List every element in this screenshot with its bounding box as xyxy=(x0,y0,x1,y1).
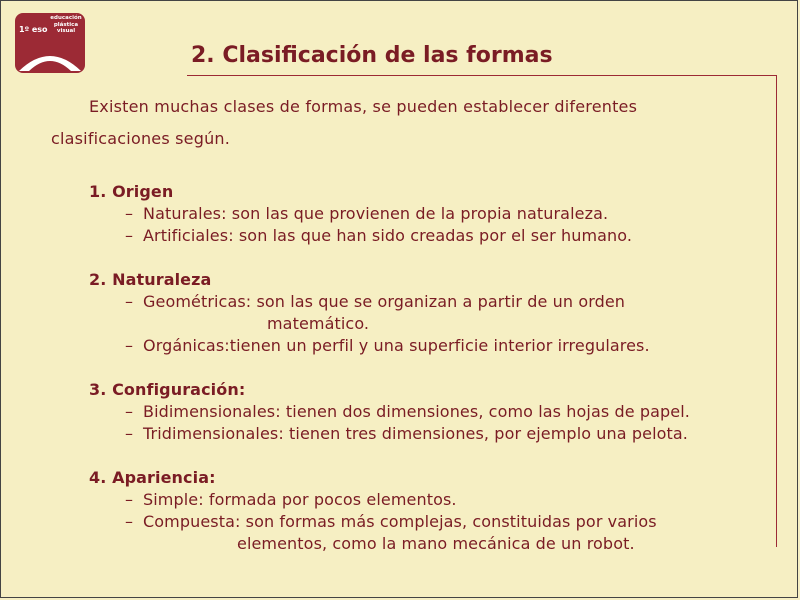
section-apariencia xyxy=(89,467,779,555)
item-text: Geométricas: son las que se organizan a partir de un orden xyxy=(143,292,626,311)
dash-icon: – xyxy=(125,490,134,509)
item-text: Tridimensionales: tienen tres dimensiones, por ejemplo una pelota. xyxy=(143,424,688,443)
item-text: Simple: formada por pocos elementos. xyxy=(143,490,457,509)
logo-arc-icon xyxy=(15,45,85,73)
section-title: 2. Naturaleza xyxy=(89,270,212,289)
item-text: Naturales: son las que provienen de la propia naturaleza. xyxy=(143,204,609,223)
dash-icon: – xyxy=(125,292,134,311)
page-title: 2. Clasificación de las formas xyxy=(191,43,553,68)
logo-grade: 1º eso xyxy=(19,25,48,34)
intro-line-1: Existen muchas clases de formas, se pueden establecer diferentes xyxy=(89,97,638,116)
dash-icon: – xyxy=(125,204,134,223)
section-naturaleza xyxy=(89,269,779,357)
list-item xyxy=(89,401,779,423)
dash-icon: – xyxy=(125,402,134,421)
logo-text xyxy=(49,15,83,35)
logo-line: educación xyxy=(50,15,82,21)
item-text: Orgánicas:tienen un perfil y una superficie interior irregulares. xyxy=(143,336,650,355)
dash-icon: – xyxy=(125,424,134,443)
section-title: 4. Apariencia: xyxy=(89,468,216,487)
list-item xyxy=(89,335,779,357)
logo-line: plástica xyxy=(53,21,79,28)
list-item xyxy=(89,225,779,247)
logo-line: visual xyxy=(56,28,76,34)
section-origen xyxy=(89,181,779,247)
list-item xyxy=(89,423,779,445)
item-text-continuation: elementos, como la mano mecánica de un robot. xyxy=(237,534,635,553)
item-text: Bidimensionales: tienen dos dimensiones, como las hojas de papel. xyxy=(143,402,690,421)
item-text-continuation: matemático. xyxy=(267,314,370,333)
section-title: 3. Configuración: xyxy=(89,380,246,399)
dash-icon: – xyxy=(125,512,134,531)
item-text: Compuesta: son formas más complejas, constituidas por varios xyxy=(143,512,657,531)
title-divider xyxy=(187,75,777,76)
classification-list xyxy=(89,181,779,577)
list-item xyxy=(89,489,779,511)
dash-icon: – xyxy=(125,226,134,245)
logo xyxy=(15,13,85,73)
item-text: Artificiales: son las que han sido creadas por el ser humano. xyxy=(143,226,633,245)
intro-line-2: clasificaciones según. xyxy=(51,129,231,148)
intro-paragraph xyxy=(51,91,741,155)
list-item xyxy=(89,291,779,335)
list-item xyxy=(89,511,779,555)
dash-icon: – xyxy=(125,336,134,355)
list-item xyxy=(89,203,779,225)
section-configuracion xyxy=(89,379,779,445)
section-title: 1. Origen xyxy=(89,182,174,201)
